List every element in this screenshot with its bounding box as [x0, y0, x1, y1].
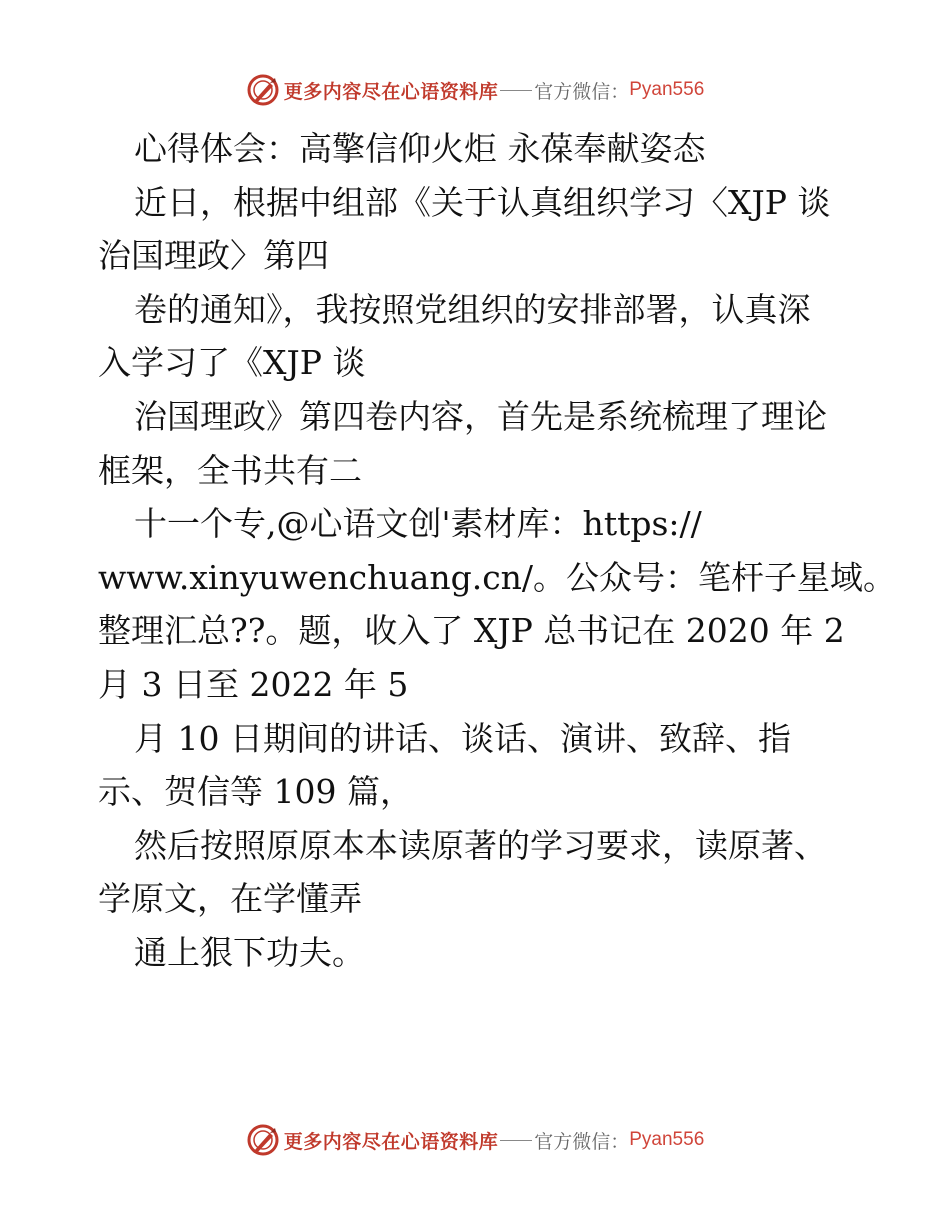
footer-brand-text: 更多内容尽在心语资料库 [283, 1130, 499, 1153]
paragraph-line: 卷的通知》，我按照党组织的安排部署，认真深 [134, 289, 811, 329]
paragraph-line: 月 10 日期间的讲话、谈话、演讲、致辞、指 [134, 718, 791, 758]
quill-seal-logo-icon [246, 73, 280, 107]
header-dash-divider [500, 90, 532, 91]
paragraph-line: 框架，全书共有二 [98, 450, 362, 490]
paragraph-line: 近日，根据中组部《关于认真组织学习〈XJP 谈 [134, 182, 831, 222]
paragraph-line: 学原文，在学懂弄 [98, 879, 362, 919]
paragraph-line: 入学习了《XJP 谈 [98, 343, 366, 383]
paragraph-line: 月 3 日至 2022 年 5 [98, 664, 409, 704]
document-body [98, 122, 897, 980]
header-brand-text: 更多内容尽在心语资料库 [283, 80, 499, 103]
quill-seal-logo-icon [246, 1123, 280, 1157]
footer-wechat-id: Pyan556 [629, 1129, 705, 1150]
paragraph-line: 治国理政》第四卷内容，首先是系统梳理了理论 [134, 396, 827, 436]
paragraph-line: 示、贺信等 109 篇， [98, 772, 413, 812]
paragraph-line: www.xinyuwenchuang.cn/。公众号：笔杆子星域。 [98, 557, 897, 597]
header-banner [0, 70, 950, 110]
header-wechat-id: Pyan556 [629, 79, 705, 100]
footer-dash-divider [500, 1140, 532, 1141]
paragraph-line: 通上狠下功夫。 [134, 932, 365, 972]
paragraph-line: 然后按照原原本本读原著的学习要求，读原著、 [134, 825, 827, 865]
paragraph-line: 整理汇总??。题，收入了 XJP 总书记在 2020 年 2 [98, 611, 845, 651]
footer-official-label: 官方微信： [534, 1130, 630, 1153]
header-official-label: 官方微信： [534, 80, 630, 103]
document-title: 心得体会：高擎信仰火炬 永葆奉献姿态 [134, 129, 706, 168]
paragraph-line: 治国理政〉第四 [98, 236, 329, 276]
paragraph-line: 十一个专,@心语文创'素材库：https:// [134, 504, 702, 544]
footer-banner [0, 1120, 950, 1160]
